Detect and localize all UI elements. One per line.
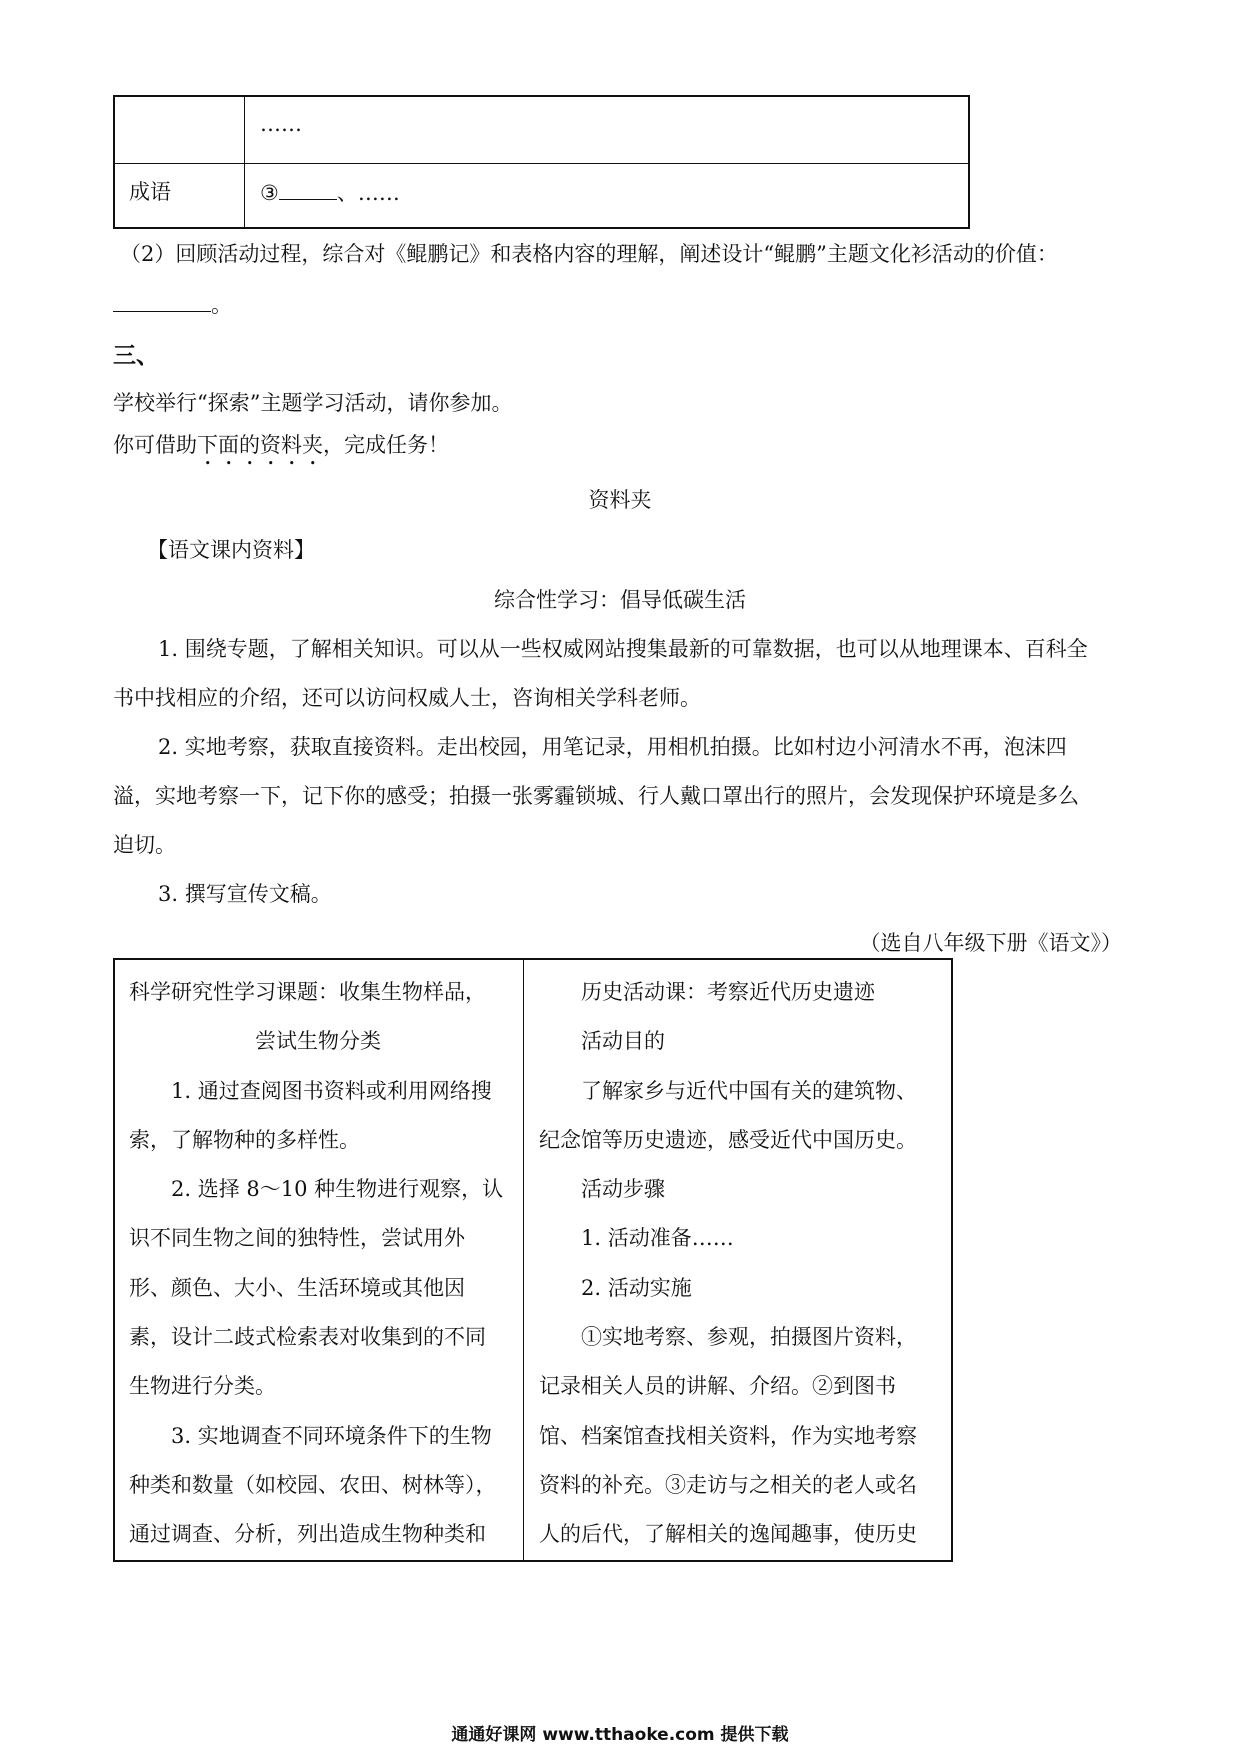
- section-heading: 三、: [113, 342, 159, 369]
- table-line: 种类和数量（如校园、农田、树林等），: [129, 1472, 497, 1497]
- page-footer: 通通好课网 www.tthaoke.com 提供下载: [451, 1725, 789, 1745]
- table-line: 通过调查、分析，列出造成生物种类和: [129, 1522, 486, 1547]
- table-line: 1. 活动准备……: [581, 1226, 734, 1251]
- table-line: 1. 通过查阅图书资料或利用网络搜: [171, 1078, 492, 1103]
- table-line: 馆、档案馆查找相关资料，作为实地考察: [539, 1423, 917, 1448]
- folder-section-label: 【语文课内资料】: [147, 538, 315, 562]
- table-cell-content: [260, 177, 400, 208]
- table-line: 2. 活动实施: [581, 1275, 692, 1300]
- table-line: 记录相关人员的讲解、介绍。②到图书: [539, 1374, 896, 1399]
- section-intro: 学校举行“探索”主题学习活动，请你参加。: [113, 391, 513, 415]
- paragraph-line: 1. 围绕专题，了解相关知识。可以从一些权威网站搜集最新的可靠数据，也可以从地理课本、百科全: [158, 637, 1088, 661]
- instruction-text: ，完成任务！: [323, 433, 449, 457]
- table-line: 资料的补充。③走访与之相关的老人或名: [539, 1472, 917, 1497]
- answer-end: 。: [211, 293, 232, 317]
- paragraph-line: 3. 撰写宣传文稿。: [158, 882, 332, 906]
- source-note: （选自八年级下册《语文》）: [859, 931, 1122, 955]
- table-line: 人的后代，了解相关的逸闻趣事，使历史: [539, 1522, 917, 1547]
- table-line: 科学研究性学习课题：收集生物样品，: [129, 980, 486, 1004]
- table-line: 纪念馆等历史遗迹，感受近代中国历史。: [539, 1127, 917, 1152]
- table-line: 索，了解物种的多样性。: [129, 1127, 360, 1152]
- paragraph-line: 2. 实地考察，获取直接资料。走出校园，用笔记录，用相机拍摄。比如村边小河清水不再，泡沫四: [158, 735, 1067, 759]
- table-cell-content: ……: [260, 112, 302, 136]
- table-line: 活动步骤: [581, 1177, 665, 1202]
- table-right-column: [539, 968, 917, 1560]
- answer-blank[interactable]: [113, 289, 211, 312]
- table-line: 素，设计二歧式检索表对收集到的不同: [129, 1325, 486, 1350]
- question-2: （2）回顾活动过程，综合对《鲲鹏记》和表格内容的理解，阐述设计“鲲鹏”主题文化衫活动的价值：: [120, 242, 1058, 266]
- table-divider: [115, 163, 968, 164]
- table-line: 了解家乡与近代中国有关的建筑物、: [581, 1078, 917, 1103]
- table-line: 2. 选择 8～10 种生物进行观察，认: [171, 1177, 504, 1202]
- table-line: 3. 实地调查不同环境条件下的生物: [171, 1423, 492, 1448]
- answer-blank[interactable]: [279, 177, 337, 200]
- instruction-emphasis: 下面的资料夹: [197, 433, 323, 457]
- instruction-text: 你可借助: [113, 433, 197, 457]
- section-instruction: [113, 430, 449, 470]
- table-divider: [523, 960, 524, 1560]
- folder-title: 资料夹: [588, 488, 652, 512]
- paragraph-line: 迫切。: [113, 833, 176, 857]
- blank-suffix: 、……: [336, 181, 400, 205]
- table-divider: [244, 97, 245, 227]
- paragraph-line: 书中找相应的介绍，还可以访问权威人士，咨询相关学科老师。: [113, 686, 701, 710]
- table-line: 尝试生物分类: [255, 1029, 381, 1054]
- table-line: 活动目的: [581, 1029, 665, 1054]
- paragraph-line: 溢，实地考察一下，记下你的感受；拍摄一张雾霾锁城、行人戴口罩出行的照片，会发现保护环境是多么: [113, 784, 1079, 808]
- table-left-column: [129, 968, 503, 1560]
- table-line: 历史活动课：考察近代历史遗迹: [581, 980, 875, 1004]
- blank-prefix: ③: [260, 181, 279, 205]
- question-2-answer: [113, 289, 232, 320]
- table-line: 形、颜色、大小、生活环境或其他因: [129, 1275, 465, 1300]
- table-cell-label: 成语: [129, 180, 171, 204]
- table-line: ①实地考察、参观，拍摄图片资料，: [581, 1325, 917, 1350]
- table-line: 识不同生物之间的独特性，尝试用外: [129, 1226, 465, 1251]
- folder-subtitle: 综合性学习：倡导低碳生活: [494, 588, 746, 612]
- table-line: 生物进行分类。: [129, 1374, 276, 1399]
- top-table: [113, 95, 970, 229]
- bottom-table: [113, 958, 953, 1562]
